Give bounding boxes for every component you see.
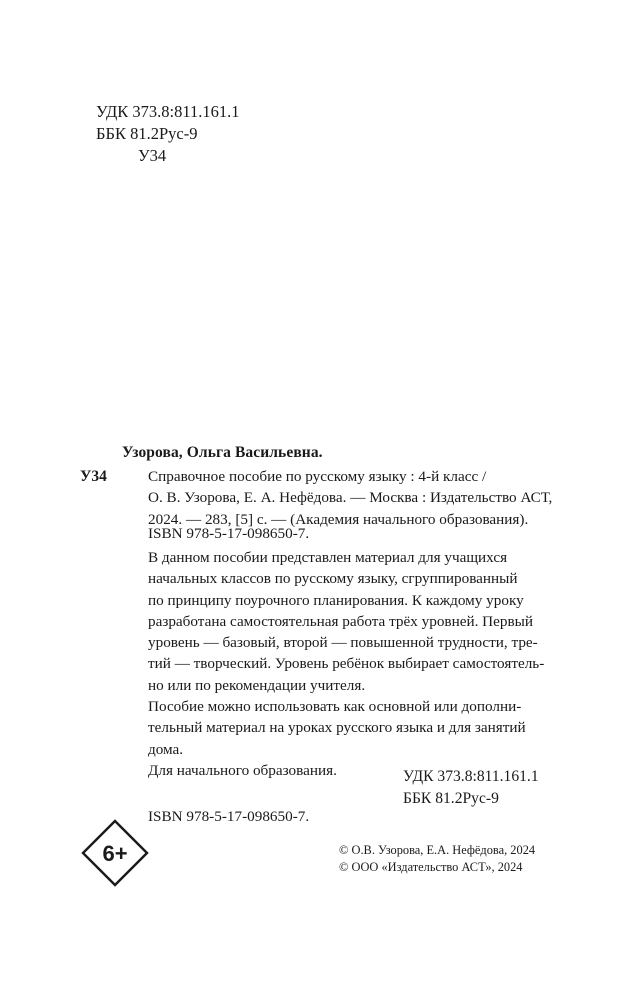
annotation-line: тельный материал на уроках русского языка и для занятий bbox=[148, 719, 526, 737]
age-rating-badge bbox=[80, 818, 150, 888]
author-mark: У34 bbox=[138, 146, 167, 165]
annotation-line: В данном пособии представлен материал для учащихся bbox=[148, 549, 508, 566]
classification-bottom bbox=[403, 766, 539, 809]
diamond-frame-icon bbox=[80, 818, 150, 888]
annotation-line: тий — творческий. Уровень ребёнок выбирает самостоятель- bbox=[148, 655, 545, 673]
annotation-line: Пособие можно использовать как основной или дополни- bbox=[148, 698, 522, 716]
author-mark-code: У34 bbox=[80, 468, 107, 485]
entry-line: 2024. — 283, [5] с. — (Академия начального образования). bbox=[148, 510, 529, 528]
annotation-line: но или по рекомендации учителя. bbox=[148, 676, 366, 694]
classification-top bbox=[96, 101, 240, 167]
annotation-paragraph bbox=[148, 547, 563, 696]
udk-code-bottom: УДК 373.8:811.161.1 bbox=[403, 768, 539, 785]
isbn-bottom: ISBN 978-5-17-098650-7. bbox=[148, 808, 310, 825]
annotation bbox=[148, 547, 563, 781]
bibliographic-description bbox=[148, 466, 558, 530]
annotation-line: по принципу поурочного планирования. К каждому уроку bbox=[148, 591, 524, 609]
entry-line: О. В. Узорова, Е. А. Нефёдова. — Москва : Издательство АСТ, bbox=[148, 489, 553, 507]
age-rating-text: 6+ bbox=[102, 841, 128, 866]
annotation-line: Для начального образования. bbox=[148, 761, 337, 779]
annotation-paragraph bbox=[148, 696, 563, 760]
bbk-code: ББК 81.2Рус-9 bbox=[96, 124, 198, 143]
entry-line: Справочное пособие по русскому языку : 4-й класс / bbox=[148, 468, 487, 485]
udk-code: УДК 373.8:811.161.1 bbox=[96, 102, 240, 121]
isbn-entry: ISBN 978-5-17-098650-7. bbox=[148, 525, 310, 542]
copyright-line: © О.В. Узорова, Е.А. Нефёдова, 2024 bbox=[339, 843, 536, 857]
copyright-block bbox=[339, 842, 535, 875]
annotation-line: начальных классов по русскому языку, сгруппированный bbox=[148, 570, 518, 588]
annotation-line: дома. bbox=[148, 740, 184, 758]
annotation-line: уровень — базовый, второй — повышенной трудности, тре- bbox=[148, 634, 538, 652]
bbk-code-bottom: ББК 81.2Рус-9 bbox=[403, 789, 499, 807]
annotation-line: разработана самостоятельная работа трёх уровней. Первый bbox=[148, 612, 533, 630]
author-name: Узорова, Ольга Васильевна. bbox=[122, 444, 323, 461]
copyright-line: © ООО «Издательство АСТ», 2024 bbox=[339, 859, 523, 874]
